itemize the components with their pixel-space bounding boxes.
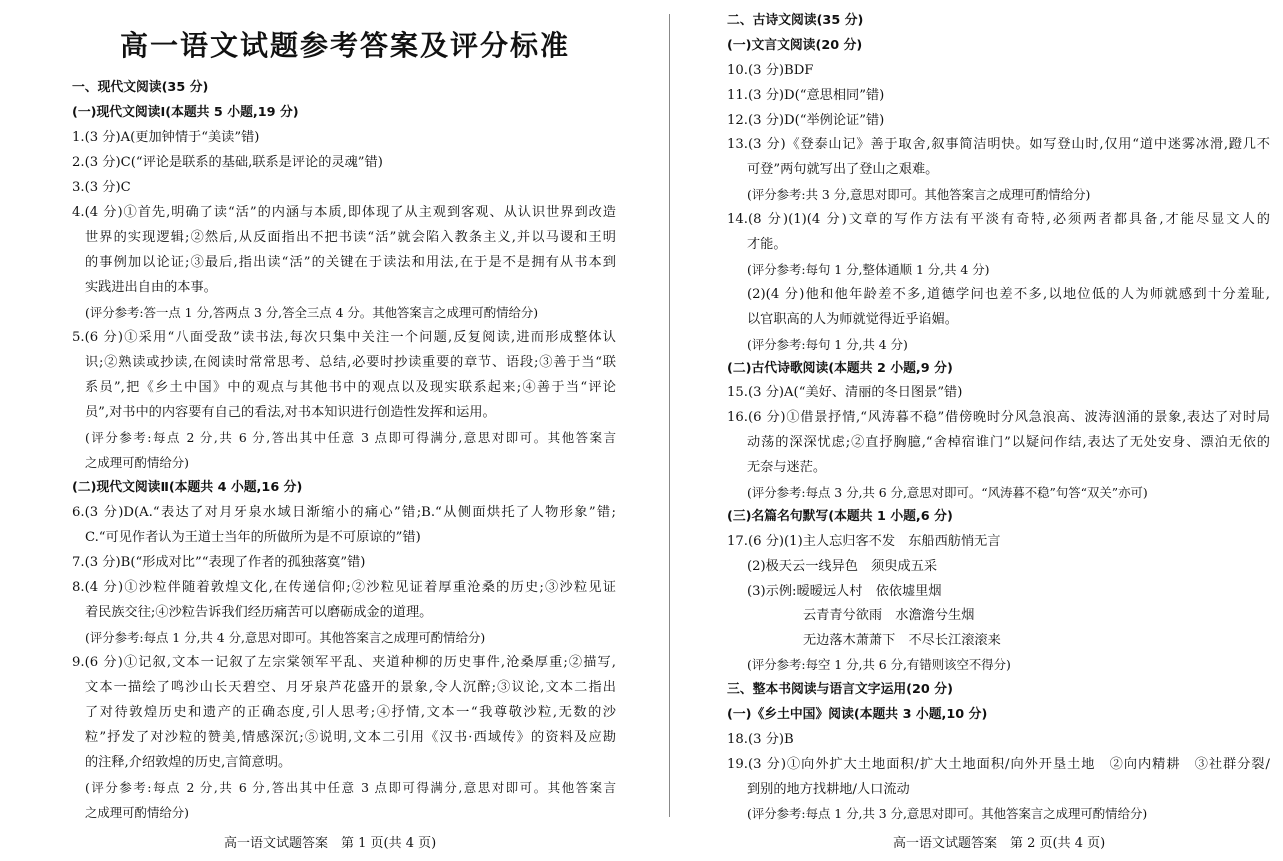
answer-line: 可登”两句就写出了登山之艰难。: [747, 162, 939, 177]
answer-line: 以官职高的人为师就觉得近乎谄媚。: [747, 312, 958, 327]
scoring-note: (评分参考:每点 2 分,共 6 分,答出其中任意 3 点即可得满分,意思对即可。其他答案言: [85, 780, 616, 795]
answer-line: 的注释,介绍敦煌的历史,言简意明。: [85, 755, 292, 770]
answer-line: 才能。: [747, 237, 787, 252]
scoring-note: (评分参考:答一点 1 分,答两点 3 分,答全三点 4 分。其他答案言之成理可酌情给分): [85, 305, 539, 320]
section-heading: (一)《乡土中国》阅读(本题共 3 小题,10 分): [727, 707, 988, 722]
answer-line: 动荡的深深忧虑;②直抒胸臆,“舍棹宿谁门”以疑问作结,表达了无处安身、漂泊无依的: [747, 435, 1270, 450]
answer-page-1: [0, 0, 640, 861]
scoring-note: (评分参考:每点 3 分,共 6 分,意思对即可。“风涛暮不稳”句答“双关”亦可): [747, 485, 1148, 500]
answer-line: 着民族交往;④沙粒告诉我们经历痛苦可以磨砺成金的道理。: [85, 605, 433, 620]
section-heading: (一)文言文阅读(20 分): [727, 38, 863, 53]
page-1-footer: 高一语文试题答案 第 1 页(共 4 页): [224, 836, 437, 851]
scoring-note: (评分参考:每句 1 分,共 4 分): [747, 337, 908, 352]
column-divider: [669, 14, 670, 817]
answer-line: 8.(4 分)①沙粒伴随着敦煌文化,在传递信仰;②沙粒见证着厚重沧桑的历史;③沙粒见证: [72, 580, 616, 595]
answer-line: (2)(4 分)他和他年龄差不多,道德学问也差不多,以地位低的人为师就感到十分羞耻,: [747, 287, 1270, 302]
section-heading: 二、古诗文阅读(35 分): [727, 13, 864, 28]
document-title: 高一语文试题参考答案及评分标准: [119, 29, 570, 62]
answer-line: 无边落木萧萧下 不尽长江滚滚来: [803, 633, 1001, 648]
scoring-note: (评分参考:每句 1 分,整体通顺 1 分,共 4 分): [747, 262, 990, 277]
answer-line: 9.(6 分)①记叙,文本一记叙了左宗棠领军平乱、夹道种柳的历史事件,沧桑厚重;②描写,: [72, 655, 616, 670]
answer-line: 4.(4 分)①首先,明确了读“活”的内涵与本质,即体现了从主观到客观、从认识世界到改造: [72, 205, 616, 220]
answer-line: 云青青兮欲雨 水澹澹兮生烟: [803, 608, 975, 623]
answer-line: 16.(6 分)①借景抒情,“风涛暮不稳”借傍晚时分风急浪高、波涛汹涌的景象,表达了对时局: [727, 410, 1270, 425]
scoring-note: (评分参考:共 3 分,意思对即可。其他答案言之成理可酌情给分): [747, 187, 1091, 202]
answer-line: 11.(3 分)D(“意思相同”错): [727, 88, 885, 103]
answer-line: 识;②熟读或抄读,在阅读时常常思考、总结,必要时抄读重要的章节、语段;③善于当“联: [85, 355, 616, 370]
scoring-note: 之成理可酌情给分): [85, 805, 189, 820]
answer-line: 实践进出自由的本事。: [85, 280, 217, 295]
section-heading: (二)现代文阅读Ⅱ(本题共 4 小题,16 分): [72, 480, 303, 495]
scoring-note: 之成理可酌情给分): [85, 455, 189, 470]
answer-line: 无奈与迷茫。: [747, 460, 827, 475]
answer-line: 员”,对书中的内容要有自己的看法,对书本知识进行创造性发挥和运用。: [85, 405, 496, 420]
answer-line: 5.(6 分)①采用“八面受敌”读书法,每次只集中关注一个问题,反复阅读,进而形成整体认: [72, 330, 616, 345]
scoring-note: (评分参考:每点 2 分,共 6 分,答出其中任意 3 点即可得满分,意思对即可。其他答案言: [85, 430, 616, 445]
answer-line: 6.(3 分)D(A.“表达了对月牙泉水域日渐缩小的痛心”错;B.“从侧面烘托了人物形象”错;: [72, 505, 616, 520]
answer-line: 10.(3 分)BDF: [727, 63, 814, 78]
answer-line: 2.(3 分)C(“评论是联系的基础,联系是评论的灵魂”错): [72, 155, 383, 170]
answer-line: 14.(8 分)(1)(4 分)文章的写作方法有平淡有奇特,必须两者都具备,才能尽显文人的: [727, 212, 1270, 227]
answer-line: 1.(3 分)A(更加钟情于“美读”错): [72, 130, 260, 145]
answer-line: 世界的实现逻辑;②然后,从反面指出不把书读“活”就会陷入教条主义,并以马谡和王明: [85, 230, 616, 245]
answer-line: 7.(3 分)B(“形成对比”“表现了作者的孤独落寞”错): [72, 555, 366, 570]
section-heading: (三)名篇名句默写(本题共 1 小题,6 分): [727, 509, 953, 524]
answer-line: C.“可见作者认为王道士当年的所做所为是不可原谅的”错): [85, 530, 421, 545]
scoring-note: (评分参考:每点 1 分,共 3 分,意思对即可。其他答案言之成理可酌情给分): [747, 806, 1148, 821]
answer-line: 13.(3 分)《登泰山记》善于取舍,叙事简洁明快。如写登山时,仅用“道中迷雾冰滑,蹬几不: [727, 137, 1270, 152]
answer-line: 了对待敦煌历史和遗产的正确态度,引人思考;④抒情,文本一“我尊敬沙粒,无数的沙: [85, 705, 616, 720]
scoring-note: (评分参考:每点 1 分,共 4 分,意思对即可。其他答案言之成理可酌情给分): [85, 630, 486, 645]
answer-line: (3)示例:暧暧远人村 依依墟里烟: [747, 584, 942, 599]
scoring-note: (评分参考:每空 1 分,共 6 分,有错则该空不得分): [747, 657, 1011, 672]
answer-line: 到别的地方找耕地/人口流动: [747, 782, 910, 797]
answer-line: 12.(3 分)D(“举例论证”错): [727, 113, 885, 128]
section-heading: 一、现代文阅读(35 分): [72, 80, 209, 95]
section-heading: (二)古代诗歌阅读(本题共 2 小题,9 分): [727, 361, 953, 376]
section-heading: 三、整本书阅读与语言文字运用(20 分): [727, 682, 953, 697]
answer-line: 18.(3 分)B: [727, 732, 794, 747]
answer-line: 的事例加以论证;③最后,指出读“活”的关键在于读法和用法,在于是不是拥有从书本到: [85, 255, 616, 270]
answer-line: (2)极天云一线异色 须臾成五采: [747, 559, 938, 574]
answer-line: 粒”抒发了对沙粒的赞美,情感深沉;⑤说明,文本二引用《汉书·西域传》的资料及应勘: [85, 730, 616, 745]
answer-line: 19.(3 分)①向外扩大土地面积/扩大土地面积/向外开垦土地 ②向内精耕 ③社群分裂/: [727, 757, 1270, 772]
answer-line: 3.(3 分)C: [72, 180, 131, 195]
section-heading: (一)现代文阅读Ⅰ(本题共 5 小题,19 分): [72, 105, 299, 120]
answer-line: 系员”,把《乡土中国》中的观点与其他书中的观点以及现实联系起来;④善于当“评论: [85, 380, 616, 395]
answer-line: 15.(3 分)A(“美好、清丽的冬日图景”错): [727, 385, 963, 400]
answer-line: 文本一描绘了鸣沙山长天碧空、月牙泉芦花盛开的景象,令人沉醉;③议论,文本二指出: [85, 680, 616, 695]
answer-line: 17.(6 分)(1)主人忘归客不发 东船西舫悄无言: [727, 534, 1001, 549]
answer-page-2: [700, 0, 1283, 861]
page-2-footer: 高一语文试题答案 第 2 页(共 4 页): [893, 836, 1106, 851]
